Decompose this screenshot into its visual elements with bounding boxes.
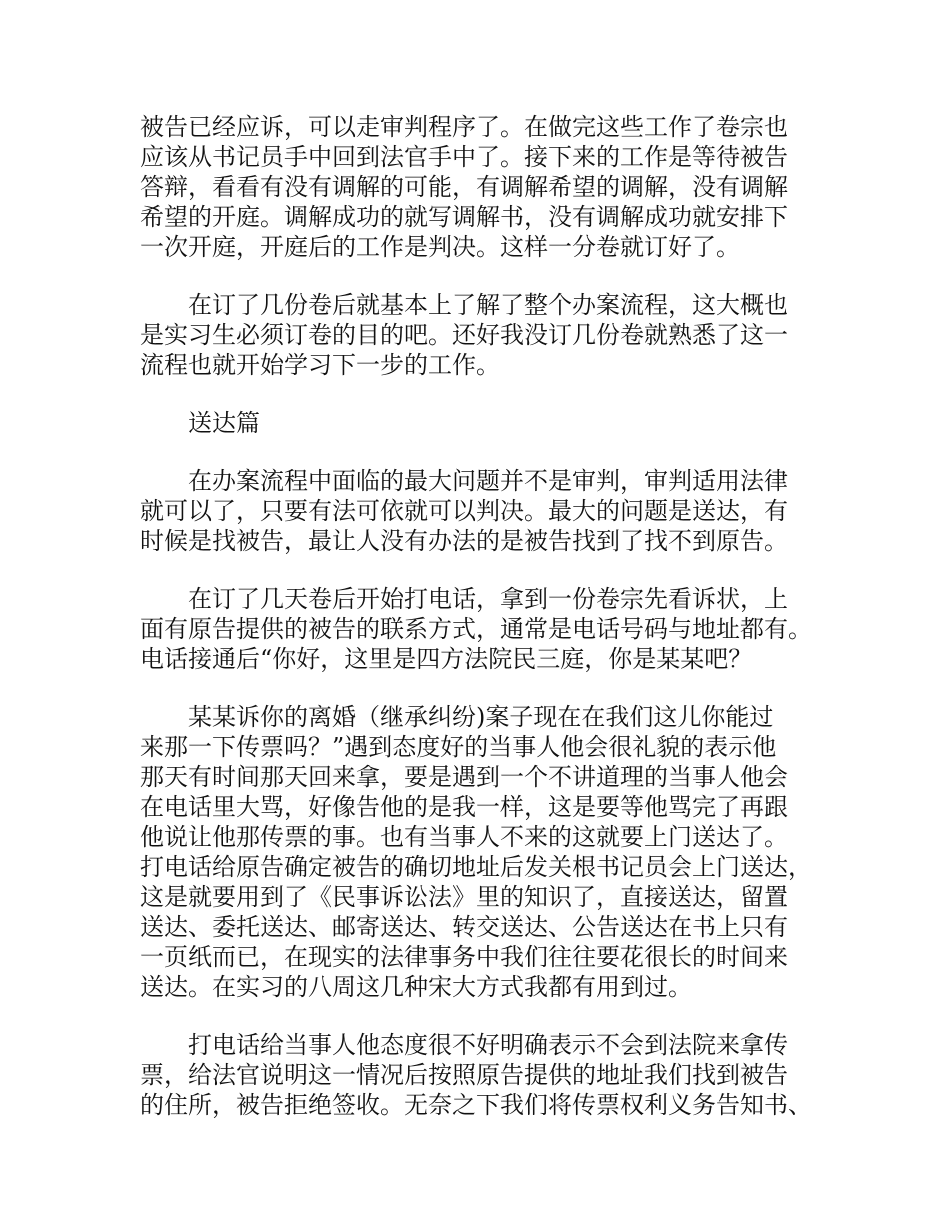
paragraph-6 [140, 702, 830, 1002]
text-line: 就可以了，只要有法可依就可以判决。最大的问题是送达，有 [140, 497, 788, 525]
document-page [140, 112, 830, 1148]
text-line: 应该从书记员手中回到法官手中了。接下来的工作是等待被告 [140, 143, 788, 171]
paragraph-7 [140, 1030, 830, 1120]
paragraph-2 [140, 290, 830, 380]
text-line: 流程也就开始学习下一步的工作。 [140, 351, 500, 379]
text-line: 在办案流程中面临的最大问题并不是审判，审判适用法律 [188, 467, 788, 495]
text-line: 打电话给原告确定被告的确切地址后发关根书记员会上门送达， [140, 853, 812, 881]
text-line: 时候是找被告，最让人没有办法的是被告找到了找不到原告。 [140, 527, 788, 555]
text-line: 在订了几份卷后就基本上了解了整个办案流程，这大概也 [188, 291, 788, 319]
text-line: 的住所，被告拒绝签收。无奈之下我们将传票权利义务告知书、 [140, 1091, 812, 1119]
text-line: 送达。在实习的八周这几种宋大方式我都有用到过。 [140, 973, 692, 1001]
text-line: 他说让他那传票的事。也有当事人不来的这就要上门送达了。 [140, 823, 788, 851]
paragraph-4 [140, 466, 830, 556]
text-line: 打电话给当事人他态度很不好明确表示不会到法院来拿传 [188, 1031, 788, 1059]
text-line: 被告已经应诉，可以走审判程序了。在做完这些工作了卷宗也 [140, 113, 788, 141]
paragraph-1 [140, 112, 830, 262]
text-line: 送达、委托送达、邮寄送达、转交送达、公告送达在书上只有 [140, 913, 788, 941]
text-line: 是实习生必须订卷的目的吧。还好我没订几份卷就熟悉了这一 [140, 321, 788, 349]
text-line: 面有原告提供的被告的联系方式，通常是电话号码与地址都有。 [140, 615, 812, 643]
section-heading [140, 408, 830, 438]
text-line: 希望的开庭。调解成功的就写调解书，没有调解成功就安排下 [140, 203, 788, 231]
text-line: 电话接通后“你好，这里是四方法院民三庭，你是某某吧？ [140, 645, 753, 673]
section-title: 送达篇 [188, 409, 260, 437]
text-line: 那天有时间那天回来拿，要是遇到一个不讲道理的当事人他会 [140, 763, 788, 791]
text-line: 答辩，看看有没有调解的可能，有调解希望的调解，没有调解 [140, 173, 788, 201]
text-line: 某某诉你的离婚（继承纠纷)案子现在在我们这儿你能过 [188, 703, 774, 731]
text-line: 一页纸而已，在现实的法律事务中我们往往要花很长的时间来 [140, 943, 788, 971]
text-line: 票，给法官说明这一情况后按照原告提供的地址我们找到被告 [140, 1061, 788, 1089]
text-line: 这是就要用到了《民事诉讼法》里的知识了，直接送达，留置 [140, 883, 788, 911]
text-line: 来那一下传票吗？”遇到态度好的当事人他会很礼貌的表示他 [140, 733, 777, 761]
text-line: 在电话里大骂，好像告他的是我一样，这是要等他骂完了再跟 [140, 793, 788, 821]
text-line: 一次开庭，开庭后的工作是判决。这样一分卷就订好了。 [140, 233, 740, 261]
text-line: 在订了几天卷后开始打电话，拿到一份卷宗先看诉状，上 [188, 585, 788, 613]
paragraph-5 [140, 584, 830, 674]
